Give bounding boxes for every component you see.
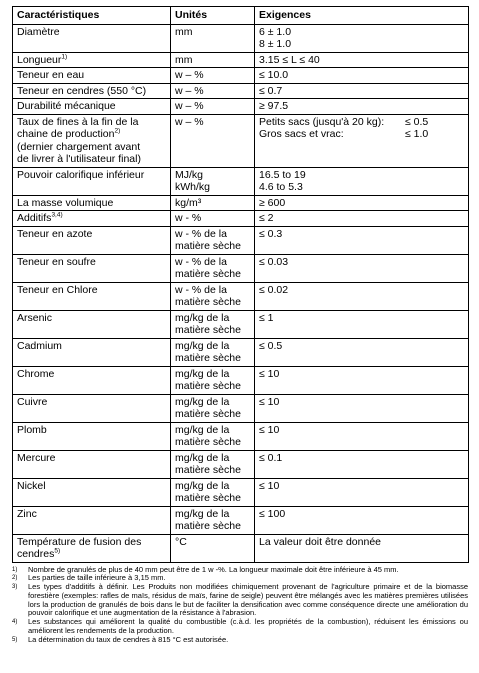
requirement-cell	[255, 114, 469, 167]
unit-cell	[171, 195, 255, 211]
characteristic-cell	[13, 226, 171, 254]
requirement-line: ≤ 10	[259, 395, 280, 408]
unit-line: mm	[175, 25, 193, 38]
footnote-text: Les parties de taille inférieure à 3,15 mm.	[28, 573, 166, 583]
footnote-ref: 1)	[61, 53, 68, 60]
unit-line: mg/kg de la	[175, 311, 230, 324]
characteristic-cell	[13, 310, 171, 338]
unit-cell	[171, 99, 255, 115]
characteristic-line	[17, 256, 167, 269]
requirement-cell	[255, 83, 469, 99]
footnote-ref: 5)	[54, 547, 61, 555]
characteristic-cell	[13, 99, 171, 115]
requirement-cell	[255, 282, 469, 310]
requirement-line: ≤ 10	[259, 423, 280, 436]
unit-line: matière sèche	[175, 380, 241, 392]
requirement-cell	[255, 167, 469, 195]
unit-line: mg/kg de la	[175, 451, 230, 464]
characteristic-line	[17, 228, 167, 241]
unit-line: matière sèche	[175, 268, 241, 280]
table-row	[13, 254, 469, 282]
characteristic-line	[17, 396, 167, 409]
requirement-cell	[255, 478, 469, 506]
footnotes	[12, 566, 468, 645]
footnote-ref: 2)	[114, 127, 121, 135]
characteristic-text: Teneur en cendres (550 °C)	[17, 84, 147, 97]
requirement-cell	[255, 24, 469, 52]
unit-line: mg/kg de la	[175, 423, 230, 436]
characteristic-cell	[13, 534, 171, 562]
footnote	[12, 636, 468, 645]
table-row	[13, 506, 469, 534]
unit-line: kg/m³	[175, 196, 202, 209]
footnote-text: La détermination du taux de cendres à 815 °C est autorisée.	[28, 634, 229, 644]
table-row	[13, 226, 469, 254]
unit-line: matière sèche	[175, 240, 241, 252]
requirement-cell	[255, 338, 469, 366]
requirement-line: 8 ± 1.0	[259, 38, 292, 50]
characteristic-cell	[13, 282, 171, 310]
unit-line: °C	[175, 535, 187, 548]
characteristic-text: Arsenic	[17, 311, 53, 324]
requirement-line: ≤ 1	[259, 311, 274, 324]
unit-line: matière sèche	[175, 492, 241, 504]
requirement-line: ≤ 0.3	[259, 227, 283, 240]
unit-cell	[171, 24, 255, 52]
unit-line: matière sèche	[175, 520, 241, 532]
unit-cell	[171, 52, 255, 68]
characteristic-line	[17, 69, 167, 82]
characteristic-line	[17, 284, 167, 297]
characteristic-text: cendres	[17, 548, 55, 560]
characteristic-line	[17, 26, 167, 39]
document	[12, 6, 468, 645]
footnote-number: 3)	[12, 584, 18, 591]
unit-line: w - %	[175, 212, 202, 224]
unit-line: matière sèche	[175, 296, 241, 308]
requirement-value: ≤ 0.5	[405, 115, 429, 128]
characteristic-text: Pouvoir calorifique inférieur	[17, 168, 145, 181]
requirement-cell	[255, 254, 469, 282]
table-row	[13, 99, 469, 115]
characteristic-line	[17, 128, 167, 141]
characteristic-line	[17, 424, 167, 437]
unit-line: MJ/kg	[175, 168, 204, 181]
characteristic-cell	[13, 195, 171, 211]
unit-cell	[171, 282, 255, 310]
characteristic-cell	[13, 52, 171, 68]
characteristic-cell	[13, 506, 171, 534]
requirement-label: Gros sacs et vrac:	[259, 128, 344, 140]
requirement-line: ≤ 2	[259, 212, 274, 224]
characteristic-line	[17, 85, 167, 98]
requirement-line: 6 ± 1.0	[259, 25, 292, 38]
characteristic-line	[17, 452, 167, 465]
requirement-line: ≤ 0.02	[259, 283, 289, 296]
characteristic-cell	[13, 83, 171, 99]
unit-cell	[171, 338, 255, 366]
table-row	[13, 422, 469, 450]
unit-cell	[171, 68, 255, 84]
characteristic-line	[17, 548, 167, 561]
table-row	[13, 211, 469, 227]
characteristic-line	[17, 536, 167, 549]
requirement-line: ≤ 0.5	[259, 339, 283, 352]
characteristic-cell	[13, 68, 171, 84]
requirement-pair	[259, 116, 465, 129]
characteristic-line	[17, 141, 167, 154]
characteristic-text: Additifs	[17, 212, 52, 224]
characteristic-text: Zinc	[17, 507, 37, 520]
characteristic-cell	[13, 394, 171, 422]
footnote	[12, 618, 468, 636]
characteristic-line	[17, 54, 167, 67]
requirement-cell	[255, 394, 469, 422]
requirement-cell	[255, 450, 469, 478]
unit-line: mg/kg de la	[175, 395, 230, 408]
characteristic-cell	[13, 366, 171, 394]
characteristic-line	[17, 100, 167, 113]
unit-line: mg/kg de la	[175, 367, 230, 380]
characteristic-text: Diamètre	[17, 25, 60, 38]
footnote	[12, 583, 468, 618]
requirement-line: ≤ 10	[259, 367, 280, 380]
requirement-line: 16.5 to 19	[259, 168, 306, 181]
requirement-line: ≤ 0.7	[259, 84, 283, 97]
unit-line: w - % de la	[175, 283, 227, 296]
table-row	[13, 24, 469, 52]
characteristic-line	[17, 197, 167, 210]
characteristic-line	[17, 212, 167, 225]
table-row	[13, 338, 469, 366]
footnote-number: 5)	[12, 636, 18, 643]
table-header-row	[13, 7, 469, 25]
characteristic-line	[17, 116, 167, 129]
unit-line: w - % de la	[175, 255, 227, 268]
characteristic-line	[17, 153, 167, 166]
unit-cell	[171, 211, 255, 227]
requirement-line: ≤ 10.0	[259, 69, 289, 81]
requirement-value: ≤ 1.0	[405, 128, 429, 140]
footnote-ref: 3,4)	[51, 211, 63, 219]
unit-line: w – %	[175, 115, 204, 128]
requirement-line: La valeur doit être donnée	[259, 535, 382, 548]
unit-cell	[171, 83, 255, 99]
characteristic-text: Teneur en azote	[17, 227, 93, 240]
requirement-cell	[255, 68, 469, 84]
requirement-cell	[255, 366, 469, 394]
unit-line: w – %	[175, 100, 204, 112]
unit-cell	[171, 167, 255, 195]
characteristic-line	[17, 312, 167, 325]
requirement-cell	[255, 422, 469, 450]
unit-line: matière sèche	[175, 464, 241, 476]
requirement-cell	[255, 310, 469, 338]
unit-cell	[171, 506, 255, 534]
unit-line: mg/kg de la	[175, 479, 230, 492]
table-row	[13, 534, 469, 562]
unit-cell	[171, 254, 255, 282]
requirement-cell	[255, 506, 469, 534]
table-row	[13, 68, 469, 84]
characteristic-text: Durabilité mécanique	[17, 100, 116, 112]
characteristic-line	[17, 368, 167, 381]
table-row	[13, 394, 469, 422]
footnote-number: 4)	[12, 619, 18, 626]
characteristic-text: Teneur en soufre	[17, 255, 96, 268]
characteristic-cell	[13, 478, 171, 506]
requirement-pair	[259, 128, 465, 141]
requirement-cell	[255, 226, 469, 254]
characteristic-line	[17, 169, 167, 182]
characteristic-text: Teneur en Chlore	[17, 283, 98, 296]
table-row	[13, 52, 469, 68]
unit-line: matière sèche	[175, 436, 241, 448]
characteristic-cell	[13, 338, 171, 366]
table-row	[13, 478, 469, 506]
requirement-cell	[255, 99, 469, 115]
characteristic-line	[17, 508, 167, 521]
characteristic-line	[17, 340, 167, 353]
unit-line: matière sèche	[175, 408, 241, 420]
requirement-line: ≤ 0.1	[259, 451, 283, 464]
requirement-line: 3.15 ≤ L ≤ 40	[259, 53, 320, 66]
unit-cell	[171, 422, 255, 450]
requirement-cell	[255, 52, 469, 68]
footnote-number: 1)	[12, 566, 18, 573]
characteristic-text: chaine de production	[17, 128, 115, 140]
characteristic-cell	[13, 450, 171, 478]
unit-cell	[171, 114, 255, 167]
characteristic-text: Température de fusion des	[17, 535, 142, 548]
characteristic-text: Taux de fines à la fin de la	[17, 115, 139, 128]
footnote-text: Les types d'additifs à définir. Les Produits non modifiées chimiquement provenant de l'agriculture primaire et de la biomasse forestière (exemples: rafles de maïs, résidus de maïs, farine de seigle) peuvent être mélangés avec les matières premières utilisées lors la production de granulés de bois dans le but de faciliter la densification avec comme conséquence directe une amélioration du pouvoir calorifique et une augmentation de la résistance à l'abrasion.	[28, 582, 468, 618]
characteristic-text: Teneur en eau	[17, 69, 85, 81]
characteristic-text: Cuivre	[17, 395, 48, 408]
unit-cell	[171, 310, 255, 338]
characteristic-cell	[13, 114, 171, 167]
characteristic-cell	[13, 422, 171, 450]
unit-line: w - % de la	[175, 227, 227, 240]
unit-line: w – %	[175, 69, 204, 81]
unit-cell	[171, 534, 255, 562]
characteristic-text: (dernier chargement avant	[17, 140, 141, 153]
requirement-line: 4.6 to 5.3	[259, 181, 303, 193]
requirement-line: ≥ 600	[259, 196, 286, 209]
table-row	[13, 366, 469, 394]
unit-line: mg/kg de la	[175, 507, 230, 520]
unit-line: matière sèche	[175, 352, 241, 364]
table-row	[13, 282, 469, 310]
characteristic-cell	[13, 167, 171, 195]
characteristic-text: Mercure	[17, 451, 56, 464]
unit-line: mg/kg de la	[175, 339, 230, 352]
characteristic-text: Plomb	[17, 423, 47, 436]
characteristic-cell	[13, 211, 171, 227]
footnote-text: Nombre de granulés de plus de 40 mm peut être de 1 w -%. La longueur maximale doit être inférieure à 45 mm.	[28, 564, 399, 574]
specification-table	[12, 6, 469, 563]
footnote-number: 2)	[12, 575, 18, 582]
requirement-line: ≤ 100	[259, 507, 286, 520]
characteristic-cell	[13, 254, 171, 282]
characteristic-text: Nickel	[17, 479, 46, 492]
unit-line: mm	[175, 53, 193, 66]
characteristic-text: Chrome	[17, 367, 55, 380]
table-row	[13, 114, 469, 167]
requirement-line: ≤ 0.03	[259, 255, 289, 268]
table-row	[13, 167, 469, 195]
unit-cell	[171, 478, 255, 506]
characteristic-line	[17, 480, 167, 493]
table-row	[13, 195, 469, 211]
characteristic-text: Longueur	[17, 53, 62, 66]
table-row	[13, 83, 469, 99]
unit-line: kWh/kg	[175, 181, 211, 193]
requirement-label: Petits sacs (jusqu'à 20 kg):	[259, 115, 385, 128]
characteristic-cell	[13, 24, 171, 52]
table-row	[13, 310, 469, 338]
unit-line: w – %	[175, 84, 204, 97]
requirement-cell	[255, 195, 469, 211]
header-requirements: Exigences	[255, 7, 469, 25]
unit-cell	[171, 366, 255, 394]
characteristic-text: de livrer à l'utilisateur final)	[17, 153, 141, 165]
header-characteristics: Caractéristiques	[13, 7, 171, 25]
unit-cell	[171, 394, 255, 422]
footnote-text: Les substances qui améliorent la qualité du combustible (c.à.d. les propriétés de la combustion), réduisent les émissions ou améliorent les rendements de la production.	[28, 617, 468, 636]
unit-cell	[171, 450, 255, 478]
unit-cell	[171, 226, 255, 254]
characteristic-text: La masse volumique	[17, 196, 114, 209]
header-units: Unités	[171, 7, 255, 25]
unit-line: matière sèche	[175, 324, 241, 336]
requirement-cell	[255, 534, 469, 562]
characteristic-text: Cadmium	[17, 339, 62, 352]
requirement-line: ≤ 10	[259, 479, 280, 492]
table-row	[13, 450, 469, 478]
requirement-cell	[255, 211, 469, 227]
requirement-line: ≥ 97.5	[259, 100, 289, 112]
